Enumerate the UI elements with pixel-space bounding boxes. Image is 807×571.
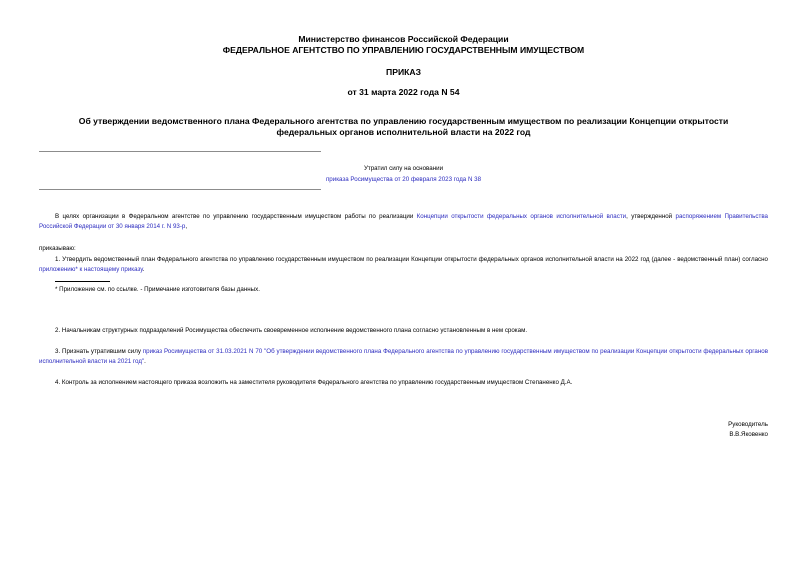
item-text: 3. Признать утратившим силу: [55, 348, 143, 355]
status-note: Утратил силу на основании: [363, 165, 444, 172]
separator-line: [39, 151, 321, 152]
ministry-name: Министерство финансов Российской Федерации: [298, 34, 509, 44]
document-type: ПРИКАЗ: [386, 67, 421, 77]
separator-line: [39, 189, 321, 190]
signatory-position: Руководитель: [728, 421, 768, 428]
preamble-text: , утвержденной: [626, 213, 676, 220]
concept-link[interactable]: Концепции открытости федеральных органов исполнительной власти: [416, 213, 627, 220]
item-4: 4. Контроль за исполнением настоящего приказа возложить на заместителя руководителя Федерального агентства по управлению государственным имуществом Степаненко Д.А.: [55, 379, 573, 386]
agency-name: ФЕДЕРАЛЬНОЕ АГЕНТСТВО ПО УПРАВЛЕНИЮ ГОСУДАРСТВЕННЫМ ИМУЩЕСТВОМ: [222, 45, 585, 55]
footnote-rule: [55, 281, 110, 282]
appendix-link[interactable]: приложению* к настоящему приказу: [39, 266, 143, 273]
document-date: от 31 марта 2022 года N 54: [347, 87, 460, 97]
status-note-link[interactable]: приказа Росимущества от 20 февраля 2023 года N 38: [325, 176, 482, 183]
preamble-paragraph: [39, 212, 768, 232]
document-title: Об утверждении ведомственного плана Федерального агентства по управлению государственным имуществом по реализации Концепции открытости федеральных органов исполнительной власти на 2022 год: [78, 116, 729, 137]
order-word: приказываю:: [39, 245, 76, 252]
item-1: [39, 255, 768, 275]
item-text: .: [142, 266, 145, 273]
preamble-text: ,: [185, 223, 188, 230]
item-text: .: [144, 358, 146, 365]
item-3: [39, 347, 768, 367]
preamble-text: В целях организации в Федеральном агентстве по управлению государственным имуществом работы по реализации: [55, 213, 417, 220]
item-text: 1. Утвердить ведомственный план Федерального агентства по управлению государственным имуществом по реализации Концепции открытости федеральных органов исполнительной власти на 2022 год (далее - ведомственный план) согласно: [55, 256, 768, 263]
signatory-name: В.В.Яковенко: [729, 431, 768, 438]
item-2: 2. Начальникам структурных подразделений Росимущества обеспечить своевременное исполнение ведомственного плана согласно установленным в нем срокам.: [55, 327, 528, 334]
government-order-link[interactable]: распоряжением Правительства Российской Федерации от 30 января 2014 г. N 93-р: [39, 213, 768, 230]
repealed-order-link[interactable]: приказ Росимущества от 31.03.2021 N 70 "Об утверждении ведомственного плана Федерального агентства по управлению государственным имуществом по реализации Концепции открытости федеральных органов исполнительной власти на 2021 год": [39, 348, 768, 365]
footnote: * Приложение см. по ссылке. - Примечание изготовителя базы данных.: [55, 286, 260, 293]
